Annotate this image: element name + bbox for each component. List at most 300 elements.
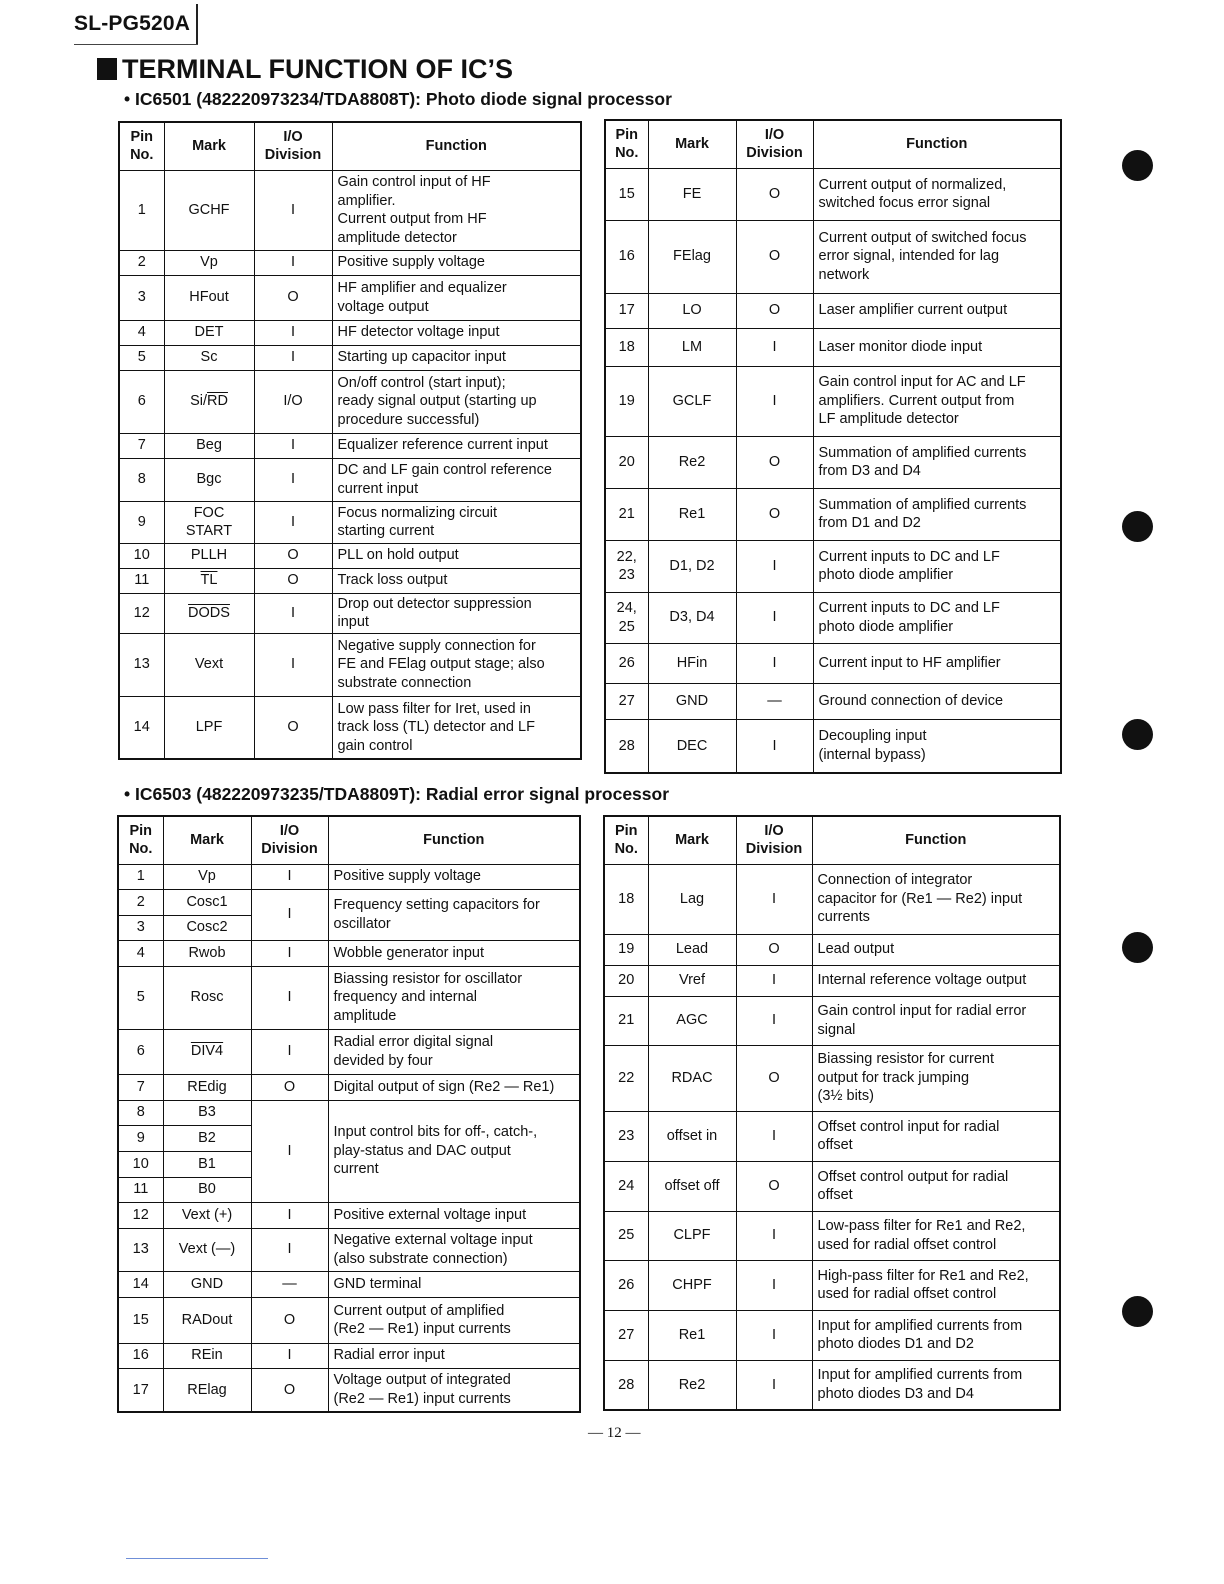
io-division: I — [736, 592, 813, 643]
io-division: I — [251, 889, 328, 940]
mark-text: Cosc2 — [186, 919, 228, 936]
mark-text: B1 — [198, 1155, 216, 1172]
io-division: O — [251, 1074, 328, 1100]
ic6503-subtitle: • IC6503 (482220973235/TDA8809T): Radial error signal processor — [124, 784, 670, 804]
pin-number: 2 — [118, 889, 163, 915]
table-row — [119, 320, 581, 345]
pin-number: 12 — [118, 1202, 163, 1228]
ic6503-table-left — [117, 815, 581, 1413]
binder-hole-3 — [1122, 719, 1153, 750]
header-function: Function — [328, 816, 580, 864]
pin-function — [332, 320, 581, 345]
header-pin-line: No. — [614, 841, 638, 858]
mark-line: START — [185, 523, 233, 539]
pin-mark — [163, 966, 251, 1029]
function-line: Laser amplifier current output — [818, 302, 1008, 319]
io-division: I — [254, 170, 332, 250]
pin-function — [813, 366, 1061, 436]
mark-text: DET — [194, 324, 224, 341]
pin-number: 15 — [118, 1297, 163, 1343]
pin-mark — [163, 1297, 251, 1343]
ic6501-table-right — [604, 119, 1062, 774]
function-line: substrate connection — [337, 674, 472, 691]
table-row — [118, 1202, 580, 1228]
pin-mark — [648, 488, 736, 540]
pin-mark — [164, 458, 254, 501]
pin-function — [332, 501, 581, 543]
header-pin-line: Pin — [614, 822, 638, 839]
pin-function — [813, 220, 1061, 293]
pin-mark — [648, 683, 736, 719]
pin-number: 3 — [119, 275, 164, 320]
table-header-row — [604, 816, 1060, 864]
pin-function — [328, 1271, 580, 1297]
pin-line: 25 — [618, 618, 635, 635]
mark-text: LPF — [195, 719, 223, 735]
pin-mark — [648, 1161, 736, 1211]
function-line: from D1 and D2 — [818, 515, 921, 531]
pin-number: 12 — [119, 593, 164, 633]
table-row — [118, 1297, 580, 1343]
pin-number: 1 — [119, 170, 164, 250]
pin-mark — [163, 1100, 251, 1125]
pin-function — [332, 568, 581, 593]
pin-mark — [163, 1368, 251, 1412]
pin-number: 26 — [604, 1260, 648, 1310]
io-division: I — [254, 501, 332, 543]
io-division: I — [736, 1211, 812, 1260]
table-header-row — [118, 816, 580, 864]
table-row — [604, 934, 1060, 965]
function-line: On/off control (start input); — [337, 374, 506, 391]
mark-text: Vext (—) — [178, 1241, 236, 1258]
mark-text: Cosc1 — [186, 893, 228, 910]
pin-function — [813, 540, 1061, 592]
io-division: I — [736, 643, 813, 683]
pin-mark — [164, 696, 254, 759]
pin-number: 7 — [119, 433, 164, 458]
function-line: current — [333, 1161, 379, 1178]
io-division: I — [254, 593, 332, 633]
function-line: output for track jumping — [817, 1069, 970, 1086]
pin-mark — [648, 864, 736, 934]
pin-number: 28 — [605, 719, 648, 773]
mark-text: RDAC — [671, 1069, 713, 1086]
table-row — [119, 370, 581, 433]
function-line: offset — [817, 1187, 853, 1203]
pin-mark — [163, 889, 251, 915]
mark-text: LO — [682, 302, 702, 319]
table-row — [119, 568, 581, 593]
io-division: O — [736, 1161, 812, 1211]
binder-hole-1 — [1122, 150, 1153, 181]
pin-number: 8 — [119, 458, 164, 501]
io-division: I — [254, 433, 332, 458]
table-row — [604, 864, 1060, 934]
io-division: I — [736, 864, 812, 934]
header-io-line: I/O — [764, 822, 784, 839]
mark-text: HFin — [676, 654, 708, 671]
function-line: Positive supply voltage — [333, 868, 481, 885]
header-pin-no — [604, 816, 648, 864]
function-line: devided by four — [333, 1052, 433, 1069]
function-line: switched focus error signal — [818, 195, 991, 211]
header-io-line: I/O — [283, 128, 303, 145]
pin-number: 10 — [119, 543, 164, 568]
pin-number: 9 — [118, 1125, 163, 1151]
function-line: used for radial offset control — [817, 1286, 997, 1302]
table-row — [119, 501, 581, 543]
io-division: O — [254, 568, 332, 593]
pin-mark — [164, 345, 254, 370]
header-function: Function — [332, 122, 581, 170]
function-line: Gain control input for AC and LF — [818, 374, 1026, 391]
io-division: I — [736, 1111, 812, 1161]
function-line: Input for amplified currents from — [817, 1367, 1023, 1384]
pin-number: 11 — [118, 1177, 163, 1202]
pin-number: 16 — [605, 220, 648, 293]
pin-function — [328, 1297, 580, 1343]
pin-number: 27 — [604, 1310, 648, 1360]
table-row — [119, 433, 581, 458]
io-division: O — [251, 1297, 328, 1343]
function-line: amplifiers. Current output from — [818, 392, 1015, 409]
function-line: photo diodes D1 and D2 — [817, 1336, 974, 1352]
pin-function — [332, 696, 581, 759]
binder-hole-2 — [1122, 511, 1153, 542]
table-row — [119, 250, 581, 275]
pin-mark — [648, 996, 736, 1045]
function-line: amplitude detector — [337, 229, 457, 246]
pin-function — [813, 592, 1061, 643]
pin-mark — [164, 593, 254, 633]
mark-text: Re2 — [678, 1376, 706, 1393]
pin-function — [328, 1228, 580, 1271]
function-line: Current output of amplified — [333, 1302, 505, 1319]
table-row — [118, 889, 580, 915]
table-row — [604, 1360, 1060, 1410]
function-line: offset — [817, 1137, 853, 1153]
pin-mark — [648, 643, 736, 683]
io-division: O — [254, 275, 332, 320]
pin-mark — [164, 370, 254, 433]
pin-mark — [648, 328, 736, 366]
pin-number: 18 — [605, 328, 648, 366]
table-row — [118, 1368, 580, 1412]
pin-mark — [163, 1151, 251, 1177]
mark-text: Vref — [678, 972, 706, 989]
io-division: I — [736, 540, 813, 592]
io-division: I — [254, 250, 332, 275]
pin-function — [812, 1310, 1060, 1360]
table-row — [605, 328, 1061, 366]
pin-number: 5 — [119, 345, 164, 370]
header-io-line: Division — [746, 145, 803, 162]
io-division: O — [254, 696, 332, 759]
io-division: O — [736, 220, 813, 293]
pin-number: 28 — [604, 1360, 648, 1410]
pin-mark — [164, 250, 254, 275]
function-line: error signal, intended for lag — [818, 248, 1000, 265]
pin-number: 17 — [605, 293, 648, 328]
pin-function — [332, 170, 581, 250]
pin-number: 16 — [118, 1343, 163, 1368]
function-line: ready signal output (starting up — [337, 393, 537, 410]
ic6501-subtitle: • IC6501 (482220973234/TDA8808T): Photo diode signal processor — [124, 89, 672, 109]
function-line: Frequency setting capacitors for — [333, 897, 540, 913]
pin-function — [328, 966, 580, 1029]
pin-mark — [648, 293, 736, 328]
function-line: Positive supply voltage — [337, 254, 485, 271]
mark-text: Beg — [196, 437, 222, 454]
function-line: LF amplitude detector — [818, 411, 959, 428]
table-row — [604, 1045, 1060, 1111]
function-line: Ground connection of device — [818, 692, 1004, 709]
pin-function — [328, 1202, 580, 1228]
function-line: Summation of amplified currents — [818, 444, 1027, 461]
mark-text: CHPF — [672, 1276, 712, 1293]
pin-function — [332, 275, 581, 320]
pin-number: 10 — [118, 1151, 163, 1177]
table-row — [119, 543, 581, 568]
function-line: Decoupling input — [818, 728, 927, 745]
function-line: High-pass filter for Re1 and Re2, — [817, 1267, 1029, 1284]
pin-mark — [163, 915, 251, 940]
table-row — [604, 1111, 1060, 1161]
pin-mark — [163, 1202, 251, 1228]
table-row — [604, 1310, 1060, 1360]
function-line: input — [337, 614, 369, 630]
pin-mark — [164, 568, 254, 593]
pin-number: 11 — [119, 568, 164, 593]
function-line: Gain control input of HF — [337, 174, 491, 190]
mark-text: REin — [191, 1347, 223, 1364]
function-line: GND terminal — [333, 1275, 422, 1292]
table-row — [605, 436, 1061, 488]
header-pin-line: No. — [615, 145, 639, 162]
io-division: I — [736, 965, 812, 996]
table-row — [604, 1161, 1060, 1211]
function-line: Lead output — [817, 941, 895, 958]
io-division: I — [254, 320, 332, 345]
header-pin-no — [119, 122, 164, 170]
pin-mark — [163, 1228, 251, 1271]
mark-text: GCHF — [188, 201, 230, 218]
pin-function — [813, 643, 1061, 683]
pin-function — [813, 328, 1061, 366]
pin-function — [328, 1029, 580, 1074]
mark-text: Sc — [200, 349, 218, 366]
function-line: (3½ bits) — [817, 1088, 874, 1105]
function-line: current input — [337, 480, 419, 497]
io-division: I — [736, 1360, 812, 1410]
function-line: PLL on hold output — [337, 547, 459, 564]
pin-mark — [648, 1310, 736, 1360]
io-division: — — [251, 1271, 328, 1297]
pin-mark — [164, 320, 254, 345]
pin-number: 19 — [605, 366, 648, 436]
mark-text: Si/ — [190, 393, 207, 410]
header-function: Function — [813, 120, 1061, 168]
pin-number: 26 — [605, 643, 648, 683]
pin-function — [813, 488, 1061, 540]
table-row — [119, 275, 581, 320]
function-line: Input for amplified currents from — [817, 1317, 1023, 1334]
pin-mark — [648, 592, 736, 643]
function-line: Radial error digital signal — [333, 1034, 494, 1050]
table-row — [118, 940, 580, 966]
function-line: Internal reference voltage output — [817, 972, 1027, 989]
function-line: (Re2 — Re1) input currents — [333, 1321, 511, 1337]
mark-text: Vext (+) — [181, 1206, 233, 1223]
mark-text: D3, D4 — [669, 609, 715, 626]
pin-mark — [164, 543, 254, 568]
pin-number: 24 — [604, 1161, 648, 1211]
mark-text: LM — [681, 338, 703, 355]
pin-mark — [164, 633, 254, 696]
pin-function — [332, 543, 581, 568]
header-pin-line: Pin — [615, 126, 639, 143]
mark-text: Re2 — [678, 453, 706, 470]
mark-text: Lag — [679, 890, 705, 907]
pin-mark — [163, 1177, 251, 1202]
pin-mark — [164, 501, 254, 543]
table-row — [118, 864, 580, 889]
function-line: Negative supply connection for — [337, 637, 536, 654]
table-row — [118, 1228, 580, 1271]
mark-text: FE — [682, 185, 702, 202]
mark-text: B0 — [198, 1181, 216, 1198]
pin-number: 19 — [604, 934, 648, 965]
mark-text: B3 — [198, 1104, 216, 1121]
function-line: Current output of normalized, — [818, 176, 1007, 193]
table-row — [119, 345, 581, 370]
pin-function — [332, 433, 581, 458]
function-line: amplitude — [333, 1007, 397, 1024]
function-line: photo diode amplifier — [818, 567, 954, 583]
table-row — [605, 488, 1061, 540]
pin-function — [328, 1100, 580, 1202]
header-io-division — [251, 816, 328, 864]
function-line: HF amplifier and equalizer — [337, 280, 507, 296]
pin-mark — [163, 1125, 251, 1151]
header-io-line: Division — [261, 841, 318, 858]
io-division: O — [251, 1368, 328, 1412]
table-row — [605, 168, 1061, 220]
pin-function — [812, 996, 1060, 1045]
table-row — [119, 170, 581, 250]
io-division: I — [736, 996, 812, 1045]
function-line: track loss (TL) detector and LF — [337, 719, 535, 735]
pin-function — [813, 683, 1061, 719]
io-division: I — [251, 940, 328, 966]
function-line: (Re2 — Re1) input currents — [333, 1390, 511, 1407]
table-row — [118, 1029, 580, 1074]
pin-number: 9 — [119, 501, 164, 543]
function-line: voltage output — [337, 298, 429, 315]
pin-function — [332, 458, 581, 501]
pin-function — [812, 1211, 1060, 1260]
mark-text: DEC — [676, 737, 708, 754]
pin-number: 3 — [118, 915, 163, 940]
pin-number: 14 — [118, 1271, 163, 1297]
pin-function — [328, 1074, 580, 1100]
function-line: Equalizer reference current input — [337, 437, 548, 454]
header-underline — [74, 44, 198, 45]
mark-text: GCLF — [672, 392, 712, 409]
pin-function — [813, 719, 1061, 773]
pin-mark — [163, 1271, 251, 1297]
pin-number: 22 — [604, 1045, 648, 1111]
binder-hole-5 — [1122, 1296, 1153, 1327]
mark-text: Vext — [194, 656, 224, 673]
pin-mark — [163, 1343, 251, 1368]
mark-overline-text: DIV4 — [190, 1043, 224, 1060]
model-number: SL-PG520A — [74, 12, 191, 35]
mark-text: Rwob — [188, 944, 226, 961]
mark-text: GND — [190, 1275, 224, 1292]
pin-number: 14 — [119, 696, 164, 759]
pin-function — [812, 864, 1060, 934]
io-division: I — [251, 1202, 328, 1228]
io-division: I/O — [254, 370, 332, 433]
table-row — [119, 458, 581, 501]
function-line: Offset control output for radial — [817, 1168, 1009, 1185]
header-mark: Mark — [164, 122, 254, 170]
function-line: Track loss output — [337, 572, 448, 589]
io-division: I — [736, 366, 813, 436]
pin-mark — [164, 433, 254, 458]
pin-function — [328, 940, 580, 966]
pin-number: 1 — [118, 864, 163, 889]
pin-number: 2 — [119, 250, 164, 275]
header-pin-no — [605, 120, 648, 168]
pin-number: 6 — [118, 1029, 163, 1074]
function-line: Focus normalizing circuit — [337, 504, 498, 521]
pin-mark — [163, 1029, 251, 1074]
function-line: Voltage output of integrated — [333, 1372, 511, 1389]
function-line: Drop out detector suppression — [337, 595, 532, 612]
table-row — [118, 966, 580, 1029]
table-row — [118, 1271, 580, 1297]
pin-function — [328, 864, 580, 889]
title-square-bullet — [97, 58, 117, 80]
header-io-line: I/O — [279, 822, 300, 839]
pin-number: 20 — [604, 965, 648, 996]
pin-line: 24, — [616, 600, 637, 616]
mark-text: Vp — [198, 868, 216, 885]
pin-function — [328, 1343, 580, 1368]
pin-mark — [163, 864, 251, 889]
function-line: Negative external voltage input — [333, 1232, 533, 1248]
mark-text: REdig — [187, 1078, 227, 1095]
header-function: Function — [812, 816, 1060, 864]
pin-mark — [163, 940, 251, 966]
pin-number: 8 — [118, 1100, 163, 1125]
pin-mark — [163, 1074, 251, 1100]
header-divider — [196, 4, 198, 44]
pin-mark — [164, 275, 254, 320]
table-row — [118, 1100, 580, 1125]
function-line: Low pass filter for Iret, used in — [337, 700, 531, 717]
function-line: Positive external voltage input — [333, 1206, 527, 1223]
pin-function — [812, 1260, 1060, 1310]
page-title — [97, 54, 513, 85]
pin-line: 22, — [616, 548, 637, 565]
header-pin-line: No. — [129, 841, 153, 858]
ic6503-table-right — [603, 815, 1061, 1411]
table-row — [605, 293, 1061, 328]
